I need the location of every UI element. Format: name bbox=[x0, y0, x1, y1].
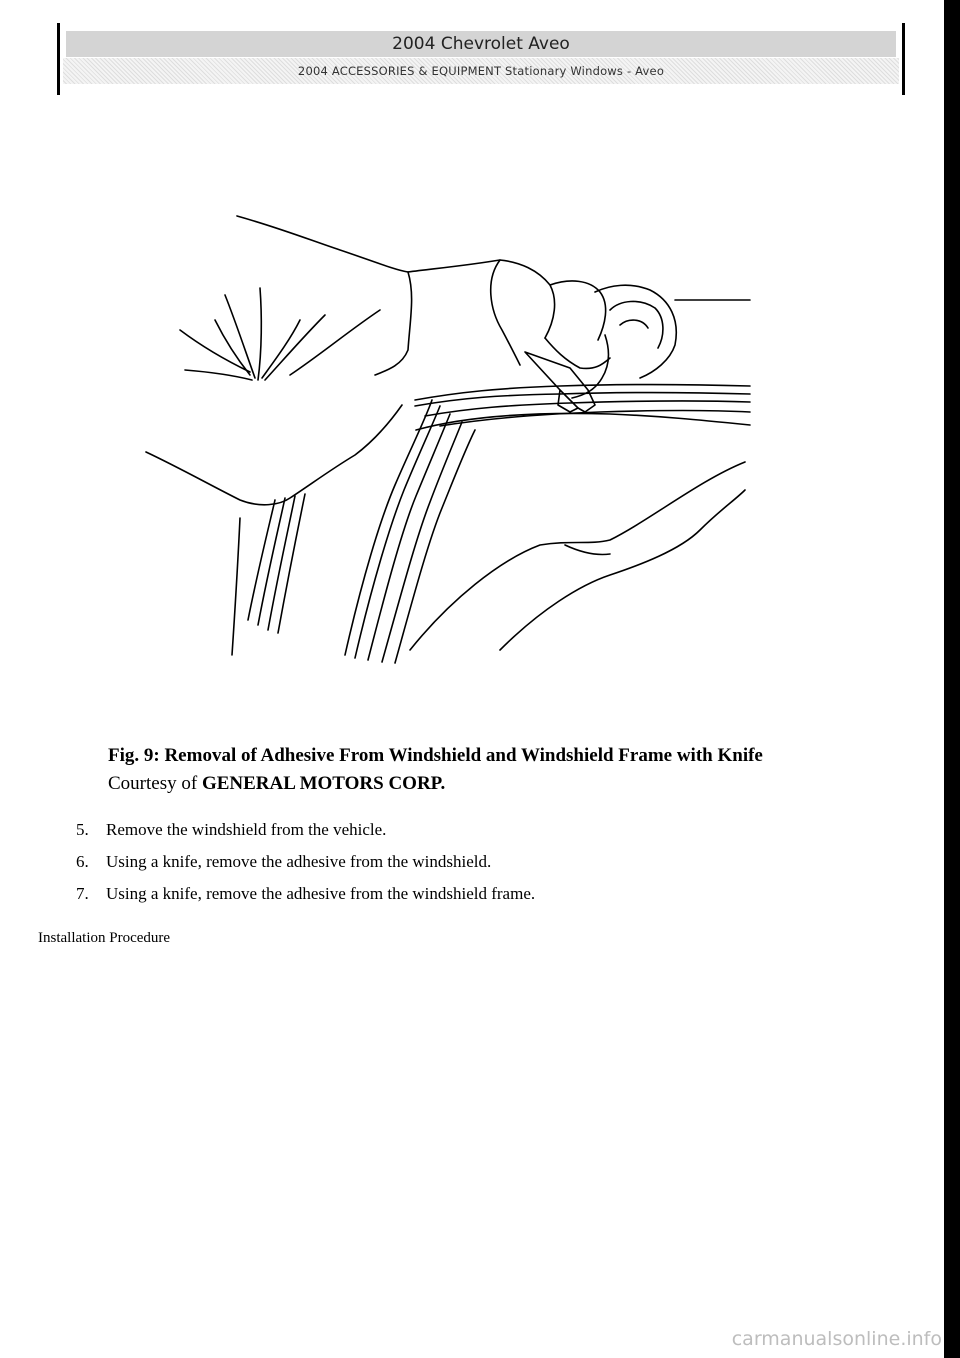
step-text: Remove the windshield from the vehicle. bbox=[106, 820, 387, 839]
list-item bbox=[76, 880, 896, 912]
figure-credit-org: GENERAL MOTORS CORP. bbox=[201, 773, 446, 794]
list-item bbox=[76, 816, 896, 848]
figure-credit-prefix: Courtesy of bbox=[108, 773, 202, 794]
windshield-adhesive-removal-illustration bbox=[140, 200, 760, 670]
step-text: Using a knife, remove the adhesive from the windshield frame. bbox=[106, 884, 536, 903]
figure-caption-title: Fig. 9: Removal of Adhesive From Windshield and Windshield Frame with Knife bbox=[108, 745, 763, 766]
document-subtitle: 2004 ACCESSORIES & EQUIPMENT Stationary Windows - Aveo bbox=[63, 58, 899, 84]
step-number: 6. bbox=[76, 852, 89, 871]
list-item bbox=[76, 848, 896, 880]
figure-caption bbox=[108, 742, 908, 798]
document-title: 2004 Chevrolet Aveo bbox=[66, 31, 896, 57]
section-heading: Installation Procedure bbox=[38, 930, 171, 946]
step-text: Using a knife, remove the adhesive from the windshield. bbox=[106, 852, 492, 871]
page-edge-bar bbox=[944, 0, 960, 1358]
procedure-steps bbox=[76, 816, 896, 912]
figure-caption-credit bbox=[108, 770, 908, 798]
step-number: 7. bbox=[76, 884, 89, 903]
step-number: 5. bbox=[76, 820, 89, 839]
watermark-text: carmanualsonline.info bbox=[731, 1328, 942, 1350]
